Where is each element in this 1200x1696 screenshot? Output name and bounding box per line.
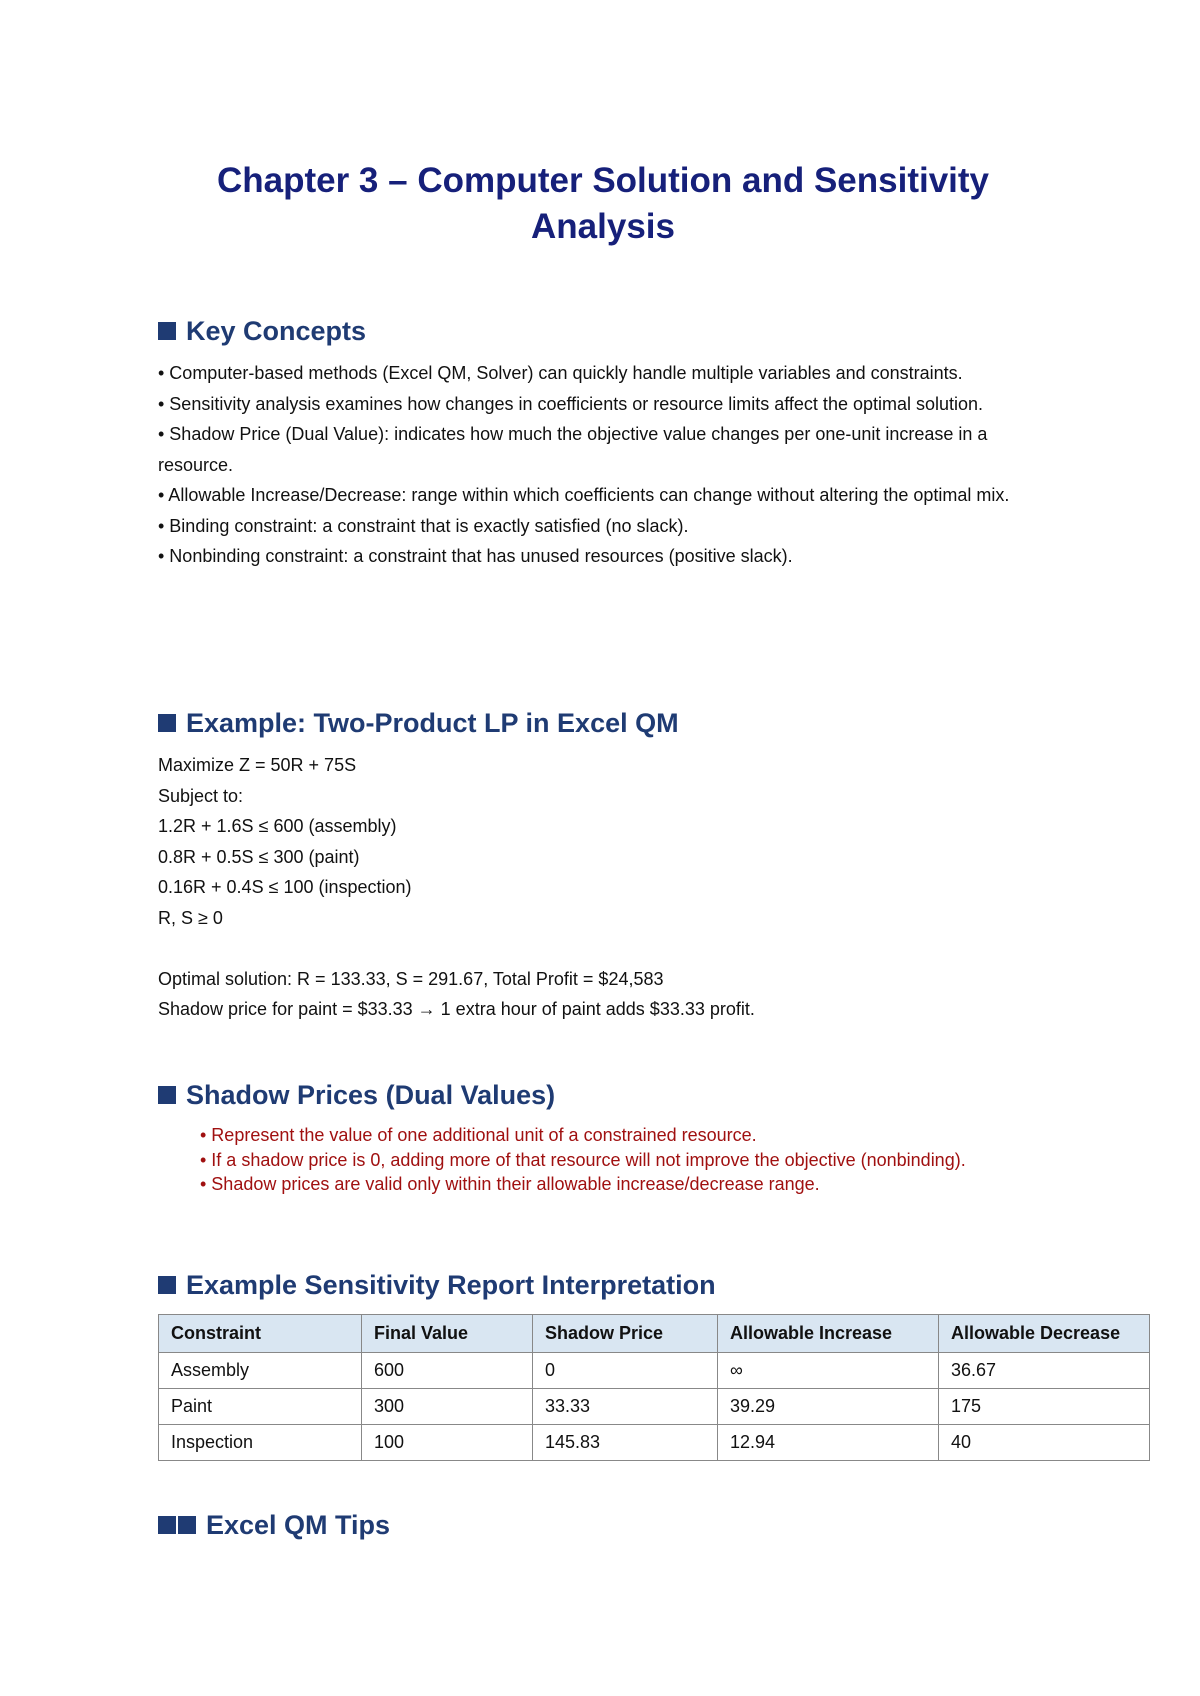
constraint-line: 0.16R + 0.4S ≤ 100 (inspection): [158, 877, 412, 897]
shadow-prices-list: [200, 1123, 1000, 1197]
shadow-prices-heading: Shadow Prices (Dual Values): [158, 1078, 555, 1112]
table-cell: 33.33: [533, 1389, 718, 1425]
constraint-line: 1.2R + 1.6S ≤ 600 (assembly): [158, 816, 397, 836]
table-cell: Assembly: [159, 1353, 362, 1389]
list-item: • Shadow Price (Dual Value): indicates how much the objective value changes per one-unit increase in a resource.: [158, 424, 988, 475]
key-concepts-heading: Key Concepts: [158, 314, 366, 348]
table-row: [159, 1425, 1150, 1461]
list-item: • Shadow prices are valid only within their allowable increase/decrease range.: [200, 1174, 820, 1194]
list-item: • If a shadow price is 0, adding more of that resource will not improve the objective (nonbinding).: [200, 1149, 966, 1170]
table-cell: 300: [362, 1389, 533, 1425]
list-item: • Represent the value of one additional unit of a constrained resource.: [200, 1125, 757, 1145]
list-item: • Allowable Increase/Decrease: range within which coefficients can change without altering the optimal mix.: [158, 485, 1010, 505]
column-header: Allowable Increase: [718, 1315, 939, 1353]
list-item: • Nonbinding constraint: a constraint that has unused resources (positive slack).: [158, 546, 793, 566]
table-header-row: [159, 1315, 1150, 1353]
table-cell: 100: [362, 1425, 533, 1461]
list-item: • Binding constraint: a constraint that is exactly satisfied (no slack).: [158, 515, 689, 536]
solution-line: Optimal solution: R = 133.33, S = 291.67, Total Profit = $24,583: [158, 968, 664, 989]
solution-line: Shadow price for paint = $33.33 → 1 extra hour of paint adds $33.33 profit.: [158, 999, 755, 1019]
table-cell: 0: [533, 1353, 718, 1389]
table-cell: 145.83: [533, 1425, 718, 1461]
excel-tips-heading: Excel QM Tips: [158, 1508, 390, 1542]
sensitivity-report-heading: Example Sensitivity Report Interpretation: [158, 1268, 716, 1302]
table-cell: Inspection: [159, 1425, 362, 1461]
model-line: Subject to:: [158, 785, 244, 806]
column-header: Shadow Price: [533, 1315, 718, 1353]
table-cell: 40: [939, 1425, 1150, 1461]
table-cell: Paint: [159, 1389, 362, 1425]
table-cell: 12.94: [718, 1425, 939, 1461]
table-cell: 175: [939, 1389, 1150, 1425]
table-cell: ∞: [718, 1353, 939, 1389]
objective-line: Maximize Z = 50R + 75S: [158, 755, 357, 775]
constraint-line: R, S ≥ 0: [158, 907, 223, 928]
constraint-line: 0.8R + 0.5S ≤ 300 (paint): [158, 846, 360, 867]
table-cell: 39.29: [718, 1389, 939, 1425]
double-square-bullet-icon: [158, 1508, 198, 1542]
key-concepts-list: [158, 358, 1018, 572]
column-header: Final Value: [362, 1315, 533, 1353]
example-heading: Example: Two-Product LP in Excel QM: [158, 706, 679, 740]
table-cell: 600: [362, 1353, 533, 1389]
square-bullet-icon: [158, 1268, 178, 1302]
column-header: Allowable Decrease: [939, 1315, 1150, 1353]
title-line-2: Analysis: [531, 207, 675, 246]
lp-model: [158, 750, 1018, 1025]
title-line-1: Chapter 3 – Computer Solution and Sensitivity: [216, 161, 990, 200]
table-row: [159, 1353, 1150, 1389]
square-bullet-icon: [158, 706, 178, 740]
table-row: [159, 1389, 1150, 1425]
list-item: • Computer-based methods (Excel QM, Solver) can quickly handle multiple variables and constraints.: [158, 363, 963, 383]
sensitivity-report-table: [158, 1314, 1150, 1461]
square-bullet-icon: [158, 314, 178, 348]
page-title: [158, 158, 1048, 250]
column-header: Constraint: [159, 1315, 362, 1353]
list-item: • Sensitivity analysis examines how changes in coefficients or resource limits affect the optimal solution.: [158, 393, 984, 414]
square-bullet-icon: [158, 1078, 178, 1112]
table-cell: 36.67: [939, 1353, 1150, 1389]
